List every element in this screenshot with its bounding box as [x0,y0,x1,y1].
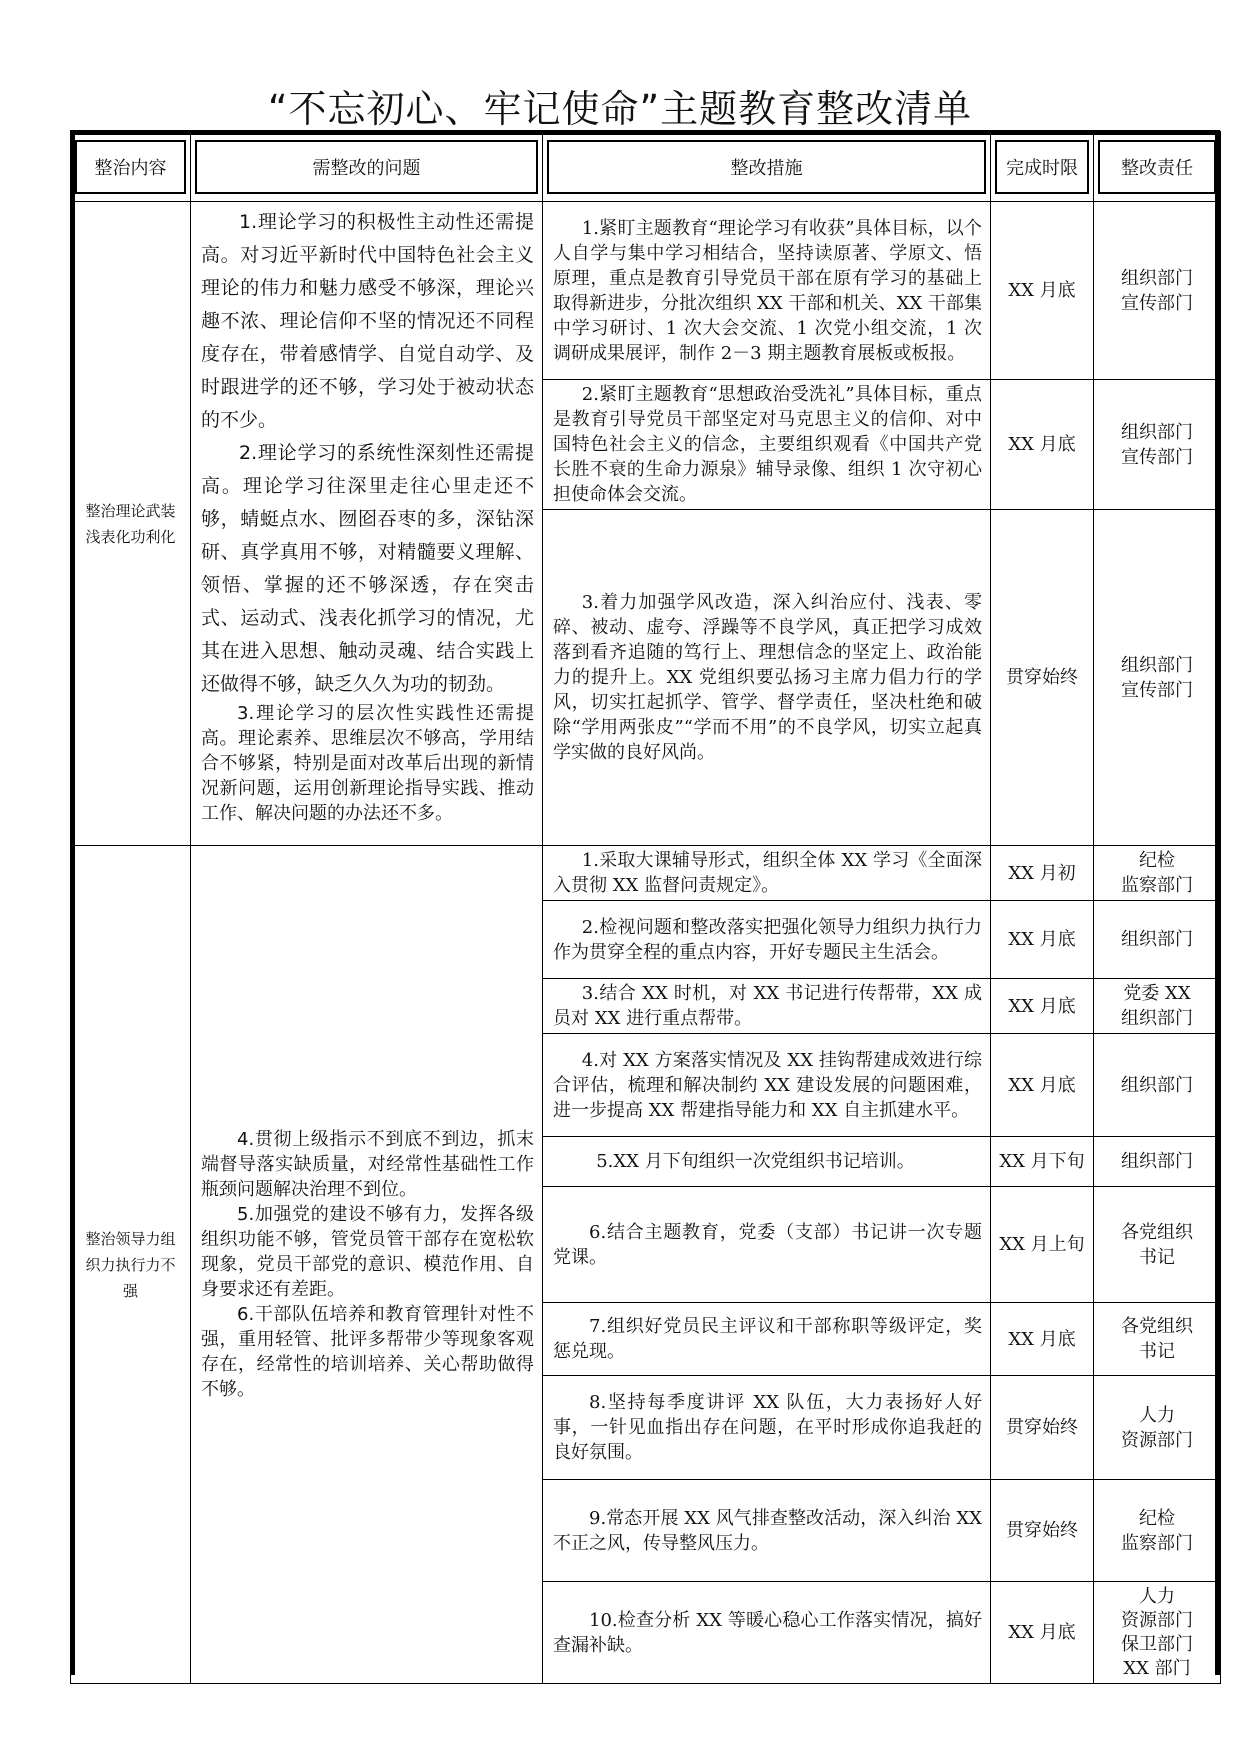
responsible-cell: 党委 XX 组织部门 [1094,979,1221,1034]
responsible-cell: 各党组织 书记 [1094,1303,1221,1376]
measure-cell: 8.坚持每季度讲评 XX 队伍，大力表扬好人好事，一针见血指出存在问题，在平时形成你追我赶的良好氛围。 [543,1376,991,1480]
responsible-cell: 纪检 监察部门 [1094,846,1221,901]
table-row [71,202,1221,380]
problem-item: 6.干部队伍培养和教育管理针对性不强，重用轻管、批评多帮带少等现象客观存在，经常性的培训培养、关心帮助做得不够。 [201,1304,534,1400]
header-row [71,132,1221,202]
measure-cell: 9.常态开展 XX 风气排查整改活动，深入纠治 XX 不正之风，传导整风压力。 [543,1480,991,1582]
category-cell: 整治领导力组织力执行力不强 [71,846,191,1684]
deadline-cell: 贯穿始终 [991,1376,1094,1480]
deadline-cell: XX 月底 [991,380,1094,510]
measure-cell: 4.对 XX 方案落实情况及 XX 挂钩帮建成效进行综合评估，梳理和解决制约 XX 建设发展的问题困难，进一步提高 XX 帮建指导能力和 XX 自主抓建水平。 [543,1034,991,1137]
measure-cell: 2.紧盯主题教育“思想政治受洗礼”具体目标，重点是教育引导党员干部坚定对马克思主义的信仰、对中国特色社会主义的信念，主要组织观看《中国共产党长胜不衰的生命力源泉》辅导录像、组织 1 次守初心担使命体会交流。 [543,380,991,510]
problem-item: 5.加强党的建设不够有力，发挥各级组织功能不够，管党员管干部存在宽松软现象，党员干部党的意识、模范作用、自身要求还有差距。 [201,1204,534,1300]
measure-cell: 7.组织好党员民主评议和干部称职等级评定，奖惩兑现。 [543,1303,991,1376]
responsible-cell: 组织部门 [1094,1034,1221,1137]
deadline-cell: 贯穿始终 [991,1480,1094,1582]
measure-cell: 5.XX 月下旬组织一次党组织书记培训。 [543,1137,991,1187]
problem-item: 4.贯彻上级指示不到底不到边，抓末端督导落实缺质量，对经常性基础性工作瓶颈问题解决治理不到位。 [201,1129,534,1200]
deadline-cell: XX 月上旬 [991,1187,1094,1303]
responsible-cell: 人力 资源部门 保卫部门 XX 部门 [1094,1582,1221,1684]
responsible-cell: 组织部门 [1094,901,1221,979]
responsible-cell: 组织部门 宣传部门 [1094,510,1221,846]
problem-cell [191,846,543,1684]
problem-cell [191,202,543,846]
table-row [71,846,1221,901]
deadline-cell: XX 月下旬 [991,1137,1094,1187]
measure-cell: 1.紧盯主题教育“理论学习有收获”具体目标，以个人自学与集中学习相结合，坚持读原著、学原文、悟原理，重点是教育引导党员干部在原有学习的基础上取得新进步，分批次组织 XX 干部和机关、XX 干部集中学习研讨、1 次大会交流、1 次党小组交流，1 次调研成果展评，制作 2－3 期主题教育展板或板报。 [543,202,991,380]
responsible-cell: 组织部门 宣传部门 [1094,380,1221,510]
rectification-table [70,131,1221,1684]
deadline-cell: 贯穿始终 [991,510,1094,846]
deadline-cell: XX 月底 [991,979,1094,1034]
problem-item: 1.理论学习的积极性主动性还需提高。对习近平新时代中国特色社会主义理论的伟力和魅力感受不够深，理论兴趣不浓、理论信仰不坚的情况还不同程度存在，带着感情学、自觉自动学、及时跟进学的还不够，学习处于被动状态的不少。 [201,211,534,431]
problem-item: 2.理论学习的系统性深刻性还需提高。理论学习往深里走往心里走还不够，蜻蜓点水、囫囵吞枣的多，深钻深研、真学真用不够，对精髓要义理解、领悟、掌握的还不够深透，存在突击式、运动式、浅表化抓学习的情况，尤其在进入思想、触动灵魂、结合实践上还做得不够，缺乏久久为功的韧劲。 [201,442,534,695]
page-title: “不忘初心、牢记使命”主题教育整改清单 [267,87,973,131]
responsible-cell: 组织部门 [1094,1137,1221,1187]
measure-cell: 3.着力加强学风改造，深入纠治应付、浅表、零碎、被动、虚夸、浮躁等不良学风，真正把学习成效落到看齐追随的笃行上、理想信念的坚定上、政治能力的提升上。XX 党组织要弘扬习主席力倡力行的学风，切实扛起抓学、管学、督学责任，坚决杜绝和破除“学用两张皮”“学而不用”的不良学风，切实立起真学实做的良好风尚。 [543,510,991,846]
responsible-cell: 各党组织 书记 [1094,1187,1221,1303]
problem-item: 3.理论学习的层次性实践性还需提高。理论素养、思维层次不够高，学用结合不够紧，特别是面对改革后出现的新情况新问题，运用创新理论指导实践、推动工作、解决问题的办法还不多。 [201,703,534,824]
deadline-cell: XX 月底 [991,202,1094,380]
header-measure: 整改措施 [547,140,986,194]
deadline-cell: XX 月底 [991,901,1094,979]
measure-cell: 10.检查分析 XX 等暖心稳心工作落实情况，搞好查漏补缺。 [543,1582,991,1684]
measure-cell: 1.采取大课辅导形式，组织全体 XX 学习《全面深入贯彻 XX 监督问责规定》。 [543,846,991,901]
responsible-cell: 人力 资源部门 [1094,1376,1221,1480]
deadline-cell: XX 月底 [991,1582,1094,1684]
header-category: 整治内容 [75,140,186,194]
deadline-cell: XX 月底 [991,1034,1094,1137]
deadline-cell: XX 月底 [991,1303,1094,1376]
responsible-cell: 纪检 监察部门 [1094,1480,1221,1582]
measure-cell: 3.结合 XX 时机，对 XX 书记进行传帮带，XX 成员对 XX 进行重点帮带。 [543,979,991,1034]
category-cell: 整治理论武装浅表化功利化 [71,202,191,846]
responsible-cell: 组织部门 宣传部门 [1094,202,1221,380]
deadline-cell: XX 月初 [991,846,1094,901]
header-responsible: 整改责任 [1098,140,1216,194]
header-deadline: 完成时限 [995,140,1089,194]
header-problem: 需整改的问题 [195,140,538,194]
measure-cell: 6.结合主题教育，党委（支部）书记讲一次专题党课。 [543,1187,991,1303]
measure-cell: 2.检视问题和整改落实把强化领导力组织力执行力作为贯穿全程的重点内容，开好专题民主生活会。 [543,901,991,979]
